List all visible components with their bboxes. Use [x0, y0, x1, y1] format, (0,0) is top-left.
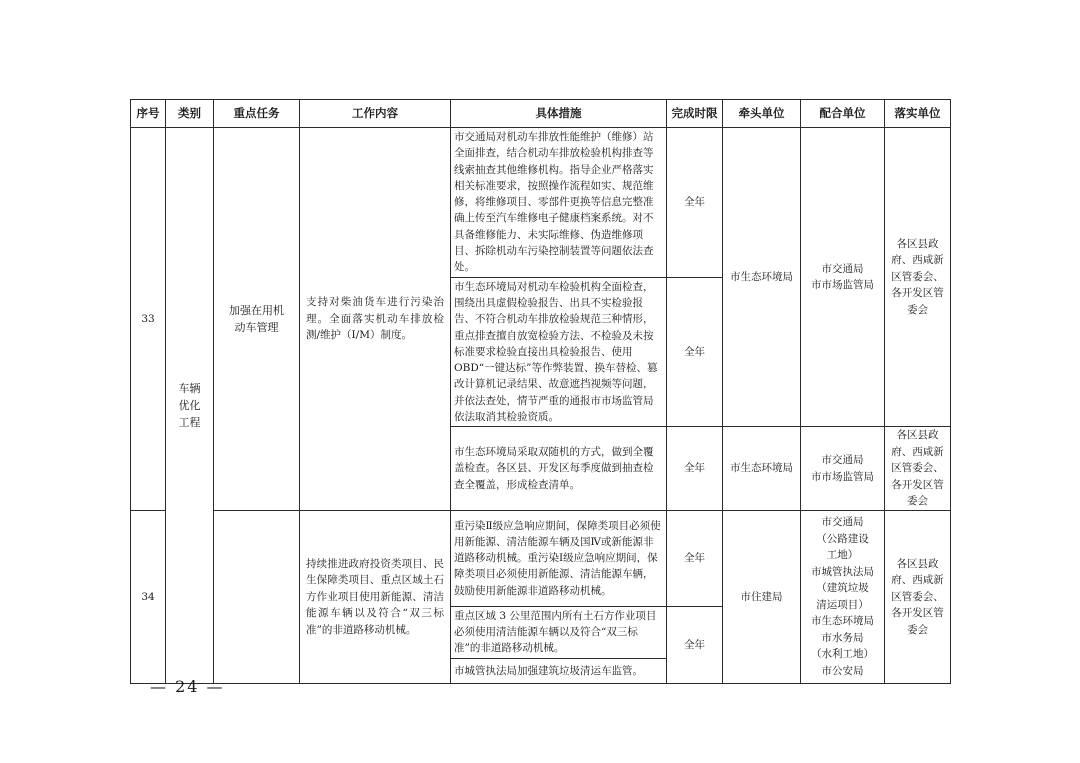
row34-measure-2: 重点区域 3 公里范围内所有土石方作业项目必须使用清洁能源车辆以及符合“双三标准”的非道路移动机械。	[451, 606, 667, 658]
row34-no: 34	[131, 510, 166, 683]
header-row	[131, 100, 951, 128]
row34-deadline-1: 全年	[667, 510, 723, 606]
row33-deadline-1: 全年	[667, 128, 723, 278]
row33-no: 33	[131, 128, 166, 511]
header-no: 序号	[131, 100, 166, 128]
row34-content-text: 持续推进政府投资类项目、民生保障类项目、重点区域土石方作业项目使用新能源、清洁能源车辆以及符合“双三标准”的非道路移动机械。	[306, 557, 444, 636]
row34-measure-1: 重污染Ⅱ级应急响应期间，保障类项目必须使用新能源、清洁能源车辆及国Ⅳ或新能源非道路移动机械。重污染Ⅰ级应急响应期间，保障类项目必须使用新能源、清洁能源车辆，鼓励使用新能源非道路移动机械。	[451, 510, 667, 606]
table-row	[131, 128, 951, 278]
row33-deadline-2: 全年	[667, 277, 723, 427]
header-measures: 具体措施	[451, 100, 667, 128]
row33-deadline-3: 全年	[667, 427, 723, 511]
row33-implement-12-text: 各区县政府、西咸新区管委会、各开发区管委会	[891, 237, 944, 316]
row33-implement-3	[885, 427, 951, 511]
row33-implement-12	[885, 128, 951, 427]
row33-lead-3: 市生态环境局	[723, 427, 801, 511]
row33-implement-3-text: 各区县政府、西咸新区管委会、各开发区管委会	[891, 429, 944, 508]
header-lead: 牵头单位	[723, 100, 801, 128]
row34-implement	[885, 510, 951, 683]
row33-content	[300, 128, 451, 511]
page-number: — 24 —	[150, 677, 225, 696]
header-category: 类别	[166, 100, 214, 128]
row34-lead: 市住建局	[723, 510, 801, 683]
row34-implement-text: 各区县政府、西咸新区管委会、各开发区管委会	[891, 557, 944, 636]
row33-measure-2: 市生态环境局对机动车检验机构全面检查，围绕出具虚假检验报告、出具不实检验报告、不符合机动车排放检验规范三种情形，重点排查擅自放宽检验方法、不检验及未按标准要求检验直接出具检验报告、使用 OBD“一键达标”等作弊装置、换车替检、篡改计算机记录结果、故意遮挡视频等问题，并依法查处，情节严重的通报市市场监管局依法取消其检验资质。	[451, 277, 667, 427]
header-deadline: 完成时限	[667, 100, 723, 128]
row33-measure-1: 市交通局对机动车排放性能维护（维修）站全面排查，结合机动车排放检验机构排查等线索抽查其他维修机构。指导企业严格落实相关标准要求，按照操作流程如实、规范维修，将维修项目、零部件更换等信息完整准确上传至汽车维修电子健康档案系统。对不具备维修能力、未实际维修、伪造维修项目、拆除机动车污染控制装置等问题依法查处。	[451, 128, 667, 278]
row33-cooperate-12: 市交通局 市市场监管局	[801, 128, 885, 427]
table-row	[131, 510, 951, 606]
row34-content	[300, 510, 451, 683]
category-text: 车辆优化工程	[178, 381, 201, 429]
measures-table	[130, 99, 951, 684]
header-task: 重点任务	[214, 100, 300, 128]
row33-lead-12: 市生态环境局	[723, 128, 801, 427]
header-content: 工作内容	[300, 100, 451, 128]
header-implement: 落实单位	[885, 100, 951, 128]
row33-measure-3: 市生态环境局采取双随机的方式，做到全覆盖检查。各区县、开发区每季度做到抽查检查全覆盖，形成检查清单。	[451, 427, 667, 511]
row33-task	[214, 128, 300, 511]
row33-content-text: 支持对柴油货车进行污染治理。全面落实机动车排放检测/维护（I/M）制度。	[306, 296, 444, 342]
row34-measure-3: 市城管执法局加强建筑垃圾清运车监管。	[451, 658, 667, 683]
row34-deadline-2: 全年	[667, 606, 723, 683]
header-cooperate: 配合单位	[801, 100, 885, 128]
row33-task-text: 加强在用机动车管理	[229, 303, 284, 334]
row34-cooperate: 市交通局 （公路建设 工地） 市城管执法局 （建筑垃圾 清运项目） 市生态环境局 市水务局 （水利工地） 市公安局	[801, 510, 885, 683]
category-cell	[166, 128, 214, 684]
row34-task	[214, 510, 300, 683]
row33-cooperate-3: 市交通局 市市场监管局	[801, 427, 885, 511]
